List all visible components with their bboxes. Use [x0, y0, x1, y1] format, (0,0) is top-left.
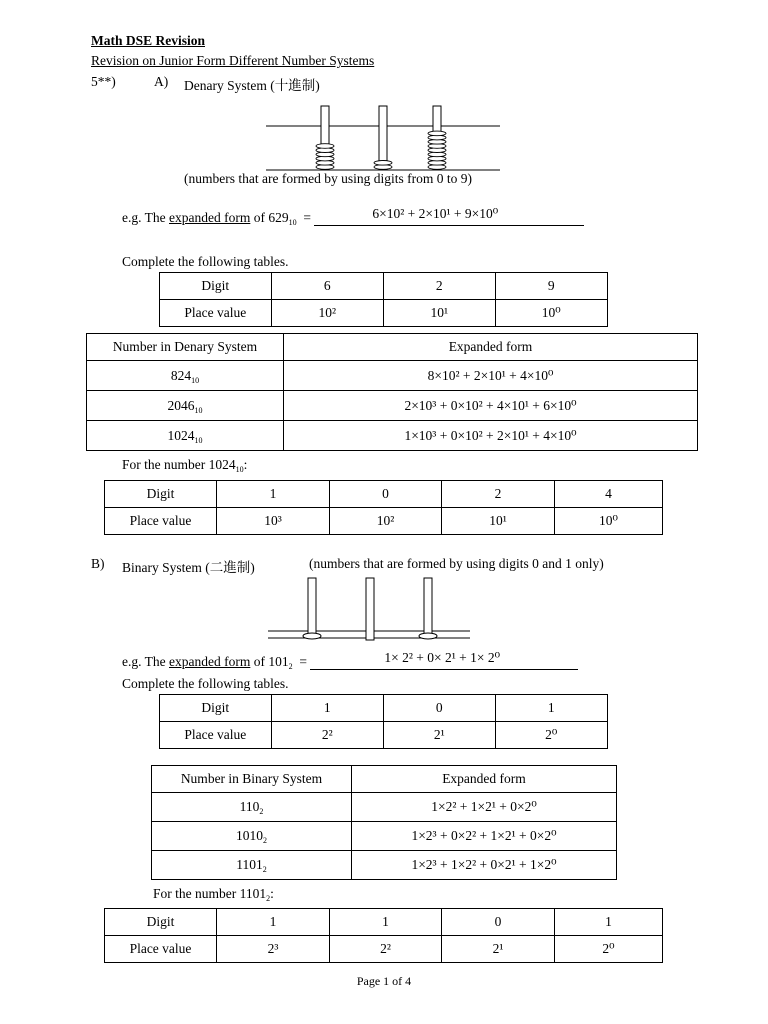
place-value-cell: 10¹: [384, 300, 495, 327]
row-label-place-value: Place value: [160, 300, 272, 327]
place-value-cell: 2³: [217, 936, 330, 963]
place-value-cell: 10³: [217, 508, 330, 535]
row-label-place-value: Place value: [105, 508, 217, 535]
eg-base: 10: [288, 218, 297, 227]
part-a-title: Denary System (十進制): [184, 78, 320, 93]
place-value-cell: 2⁰: [555, 936, 663, 963]
row-label-place-value: Place value: [160, 722, 272, 749]
denary-1024-place-value-table: [104, 480, 663, 535]
denary-place-value-table: [159, 272, 608, 327]
digit-cell: 4: [555, 481, 663, 508]
answer-blank: [310, 650, 578, 670]
page-subtitle: Revision on Junior Form Different Number Systems: [91, 53, 375, 68]
abacus-bead: [428, 131, 446, 136]
place-value-cell: 10²: [330, 508, 442, 535]
digit-cell: 0: [384, 695, 495, 722]
eg-equals: =: [299, 654, 307, 669]
digit-cell: 1: [495, 695, 608, 722]
digit-cell: 6: [271, 273, 383, 300]
place-value-cell: 2¹: [384, 722, 495, 749]
page-number: Page 1 of 4: [356, 974, 412, 988]
column-header: Number in Denary System: [87, 334, 284, 361]
row-label-digit: Digit: [105, 481, 217, 508]
binary-note: (numbers that are formed by using digits 0 and 1 only): [309, 556, 604, 571]
place-value-cell: 2²: [271, 722, 383, 749]
abacus-bead: [374, 161, 392, 166]
eg-base: 2: [288, 662, 293, 671]
place-value-cell: 10¹: [442, 508, 555, 535]
denary-caption: (numbers that are formed by using digits from 0 to 9): [184, 171, 472, 186]
part-b-title: Binary System (二進制): [122, 560, 255, 575]
eg-number: of 629: [253, 210, 289, 225]
row-label-digit: Digit: [160, 273, 272, 300]
denary-example: [122, 206, 584, 227]
expanded-form-cell: 1×2³ + 0×2² + 1×2¹ + 0×2⁰: [352, 822, 617, 851]
place-value-cell: 10²: [271, 300, 383, 327]
digit-cell: 1: [217, 909, 330, 936]
abacus-bead: [316, 144, 334, 149]
eg-number: of 101: [253, 654, 289, 669]
expanded-form-term: expanded form: [169, 210, 251, 225]
number-cell: $1024_{10}$: [87, 421, 284, 451]
page-title: Math DSE Revision: [91, 33, 206, 48]
digit-cell: 1: [217, 481, 330, 508]
eg-answer: 1× 2² + 0× 2¹ + 1× 2⁰: [384, 650, 501, 665]
expanded-form-cell: 2×10³ + 0×10² + 4×10¹ + 6×10⁰: [284, 391, 698, 421]
place-value-cell: 2¹: [442, 936, 555, 963]
denary-expanded-form-table: [86, 333, 698, 451]
eg-equals: =: [303, 210, 311, 225]
digit-cell: 2: [384, 273, 495, 300]
eg-answer: 6×10² + 2×10¹ + 9×10⁰: [372, 206, 499, 221]
answer-blank: [314, 206, 584, 226]
digit-cell: 9: [495, 273, 608, 300]
row-label-place-value: Place value: [105, 936, 217, 963]
eg-prefix: e.g. The: [122, 210, 166, 225]
expanded-form-cell: 1×2³ + 1×2² + 0×2¹ + 1×2⁰: [352, 851, 617, 880]
binary-complete-instruction: Complete the following tables.: [122, 676, 289, 691]
denary-for-number: For the number $1024_{10}$:: [122, 457, 248, 474]
column-header: Expanded form: [352, 766, 617, 793]
place-value-cell: 2⁰: [495, 722, 608, 749]
denary-abacus-illustration: [262, 102, 504, 174]
part-b-label: B): [91, 556, 105, 571]
binary-for-number: For the number $1101_2$:: [153, 886, 274, 903]
expanded-form-cell: 8×10² + 2×10¹ + 4×10⁰: [284, 361, 698, 391]
binary-1101-place-value-table: [104, 908, 663, 963]
digit-cell: 1: [330, 909, 442, 936]
number-cell: $824_{10}$: [87, 361, 284, 391]
column-header: Expanded form: [284, 334, 698, 361]
question-number: 5**): [91, 74, 116, 89]
binary-place-value-table: [159, 694, 608, 749]
number-cell: $1101_2$: [152, 851, 352, 880]
number-cell: $110_2$: [152, 793, 352, 822]
row-label-digit: Digit: [160, 695, 272, 722]
place-value-cell: 10⁰: [555, 508, 663, 535]
number-cell: $2046_{10}$: [87, 391, 284, 421]
expanded-form-cell: 1×2² + 1×2¹ + 0×2⁰: [352, 793, 617, 822]
number-cell: $1010_2$: [152, 822, 352, 851]
digit-cell: 0: [442, 909, 555, 936]
row-label-digit: Digit: [105, 909, 217, 936]
expanded-form-cell: 1×10³ + 0×10² + 2×10¹ + 4×10⁰: [284, 421, 698, 451]
part-a-label: A): [154, 74, 169, 89]
digit-cell: 0: [330, 481, 442, 508]
binary-expanded-form-table: [151, 765, 617, 880]
place-value-cell: 10⁰: [495, 300, 608, 327]
digit-cell: 1: [555, 909, 663, 936]
eg-prefix: e.g. The: [122, 654, 166, 669]
binary-abacus-illustration: [264, 576, 474, 644]
digit-cell: 2: [442, 481, 555, 508]
binary-example: [122, 650, 578, 671]
expanded-form-term: expanded form: [169, 654, 251, 669]
column-header: Number in Binary System: [152, 766, 352, 793]
place-value-cell: 2²: [330, 936, 442, 963]
digit-cell: 1: [271, 695, 383, 722]
denary-complete-instruction: Complete the following tables.: [122, 254, 289, 269]
